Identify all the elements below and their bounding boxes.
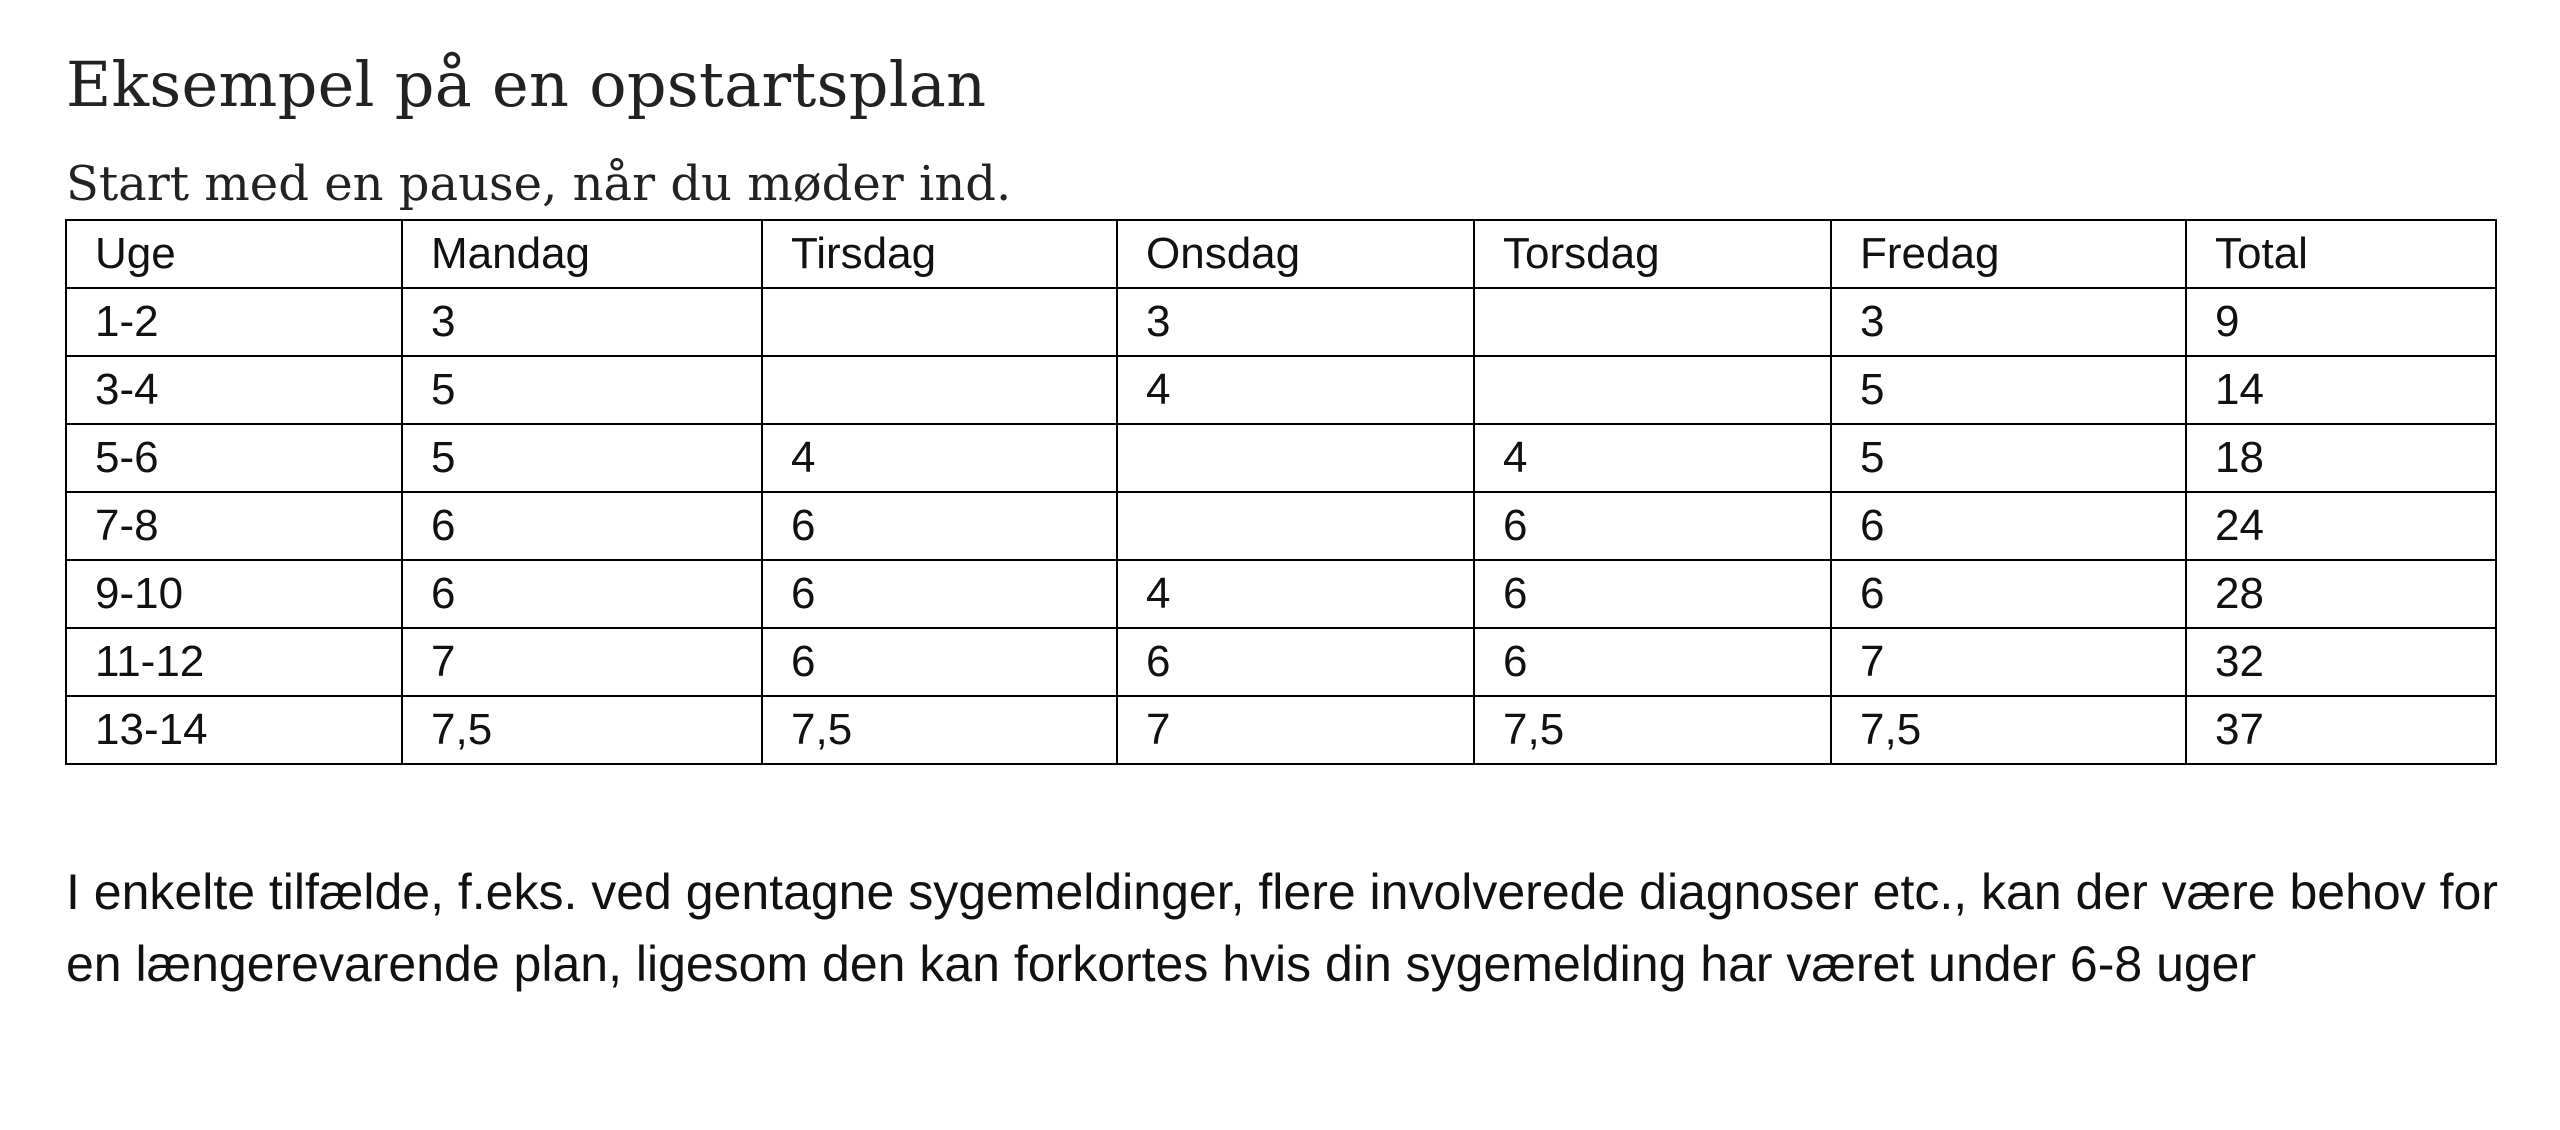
table-cell: 6 (1474, 560, 1831, 628)
table-cell: 32 (2186, 628, 2496, 696)
table-cell (1474, 356, 1831, 424)
table-cell: 9-10 (66, 560, 402, 628)
table-cell: 5 (402, 424, 762, 492)
table-cell: 4 (1117, 356, 1474, 424)
table-cell: 14 (2186, 356, 2496, 424)
table-row (66, 628, 2496, 696)
table-cell: 37 (2186, 696, 2496, 764)
table-cell: 9 (2186, 288, 2496, 356)
table-cell: 11-12 (66, 628, 402, 696)
table-cell: 28 (2186, 560, 2496, 628)
header-cell-total: Total (2186, 220, 2496, 288)
table-cell: 6 (1831, 492, 2186, 560)
table-cell: 5-6 (66, 424, 402, 492)
page-title: Eksempel på en opstartsplan (66, 48, 987, 121)
table-cell: 5 (1831, 356, 2186, 424)
table-cell (762, 356, 1117, 424)
table-row (66, 288, 2496, 356)
table-header-row (66, 220, 2496, 288)
header-cell-monday: Mandag (402, 220, 762, 288)
table-cell: 3 (1117, 288, 1474, 356)
table-cell: 1-2 (66, 288, 402, 356)
page-subtitle: Start med en pause, når du møder ind. (66, 156, 1012, 212)
header-cell-week: Uge (66, 220, 402, 288)
table-row (66, 356, 2496, 424)
table-cell: 7-8 (66, 492, 402, 560)
table-cell: 5 (1831, 424, 2186, 492)
table-row (66, 696, 2496, 764)
table-cell: 24 (2186, 492, 2496, 560)
table-cell (1117, 424, 1474, 492)
header-cell-friday: Fredag (1831, 220, 2186, 288)
table-cell: 6 (1117, 628, 1474, 696)
table-cell (762, 288, 1117, 356)
table-row (66, 424, 2496, 492)
table-row (66, 492, 2496, 560)
table-cell: 7,5 (762, 696, 1117, 764)
table-cell: 4 (1474, 424, 1831, 492)
table-cell: 13-14 (66, 696, 402, 764)
table-cell: 6 (1474, 492, 1831, 560)
table-cell (1474, 288, 1831, 356)
table-cell: 6 (402, 560, 762, 628)
table-cell: 7,5 (402, 696, 762, 764)
table-cell: 6 (762, 492, 1117, 560)
table-cell: 7 (402, 628, 762, 696)
table-cell: 6 (402, 492, 762, 560)
header-cell-wednesday: Onsdag (1117, 220, 1474, 288)
table-cell (1117, 492, 1474, 560)
table-cell: 6 (762, 628, 1117, 696)
table-cell: 7,5 (1474, 696, 1831, 764)
table-cell: 6 (1474, 628, 1831, 696)
header-cell-tuesday: Tirsdag (762, 220, 1117, 288)
table-cell: 7 (1117, 696, 1474, 764)
table-cell: 6 (1831, 560, 2186, 628)
table-cell: 7 (1831, 628, 2186, 696)
table-row (66, 560, 2496, 628)
table-cell: 7,5 (1831, 696, 2186, 764)
body-paragraph: I enkelte tilfælde, f.eks. ved gentagne sygemeldinger, flere involverede diagnoser etc., kan der være behov for en længerevarende plan, ligesom den kan forkortes hvis din sygemelding har været under 6-8 uger (66, 864, 2498, 992)
table-cell: 3 (1831, 288, 2186, 356)
table-cell: 3 (402, 288, 762, 356)
table-cell: 6 (762, 560, 1117, 628)
table-cell: 3-4 (66, 356, 402, 424)
table-cell: 4 (1117, 560, 1474, 628)
table-cell: 18 (2186, 424, 2496, 492)
table-cell: 4 (762, 424, 1117, 492)
schedule-table (65, 219, 2497, 765)
header-cell-thursday: Torsdag (1474, 220, 1831, 288)
table-cell: 5 (402, 356, 762, 424)
